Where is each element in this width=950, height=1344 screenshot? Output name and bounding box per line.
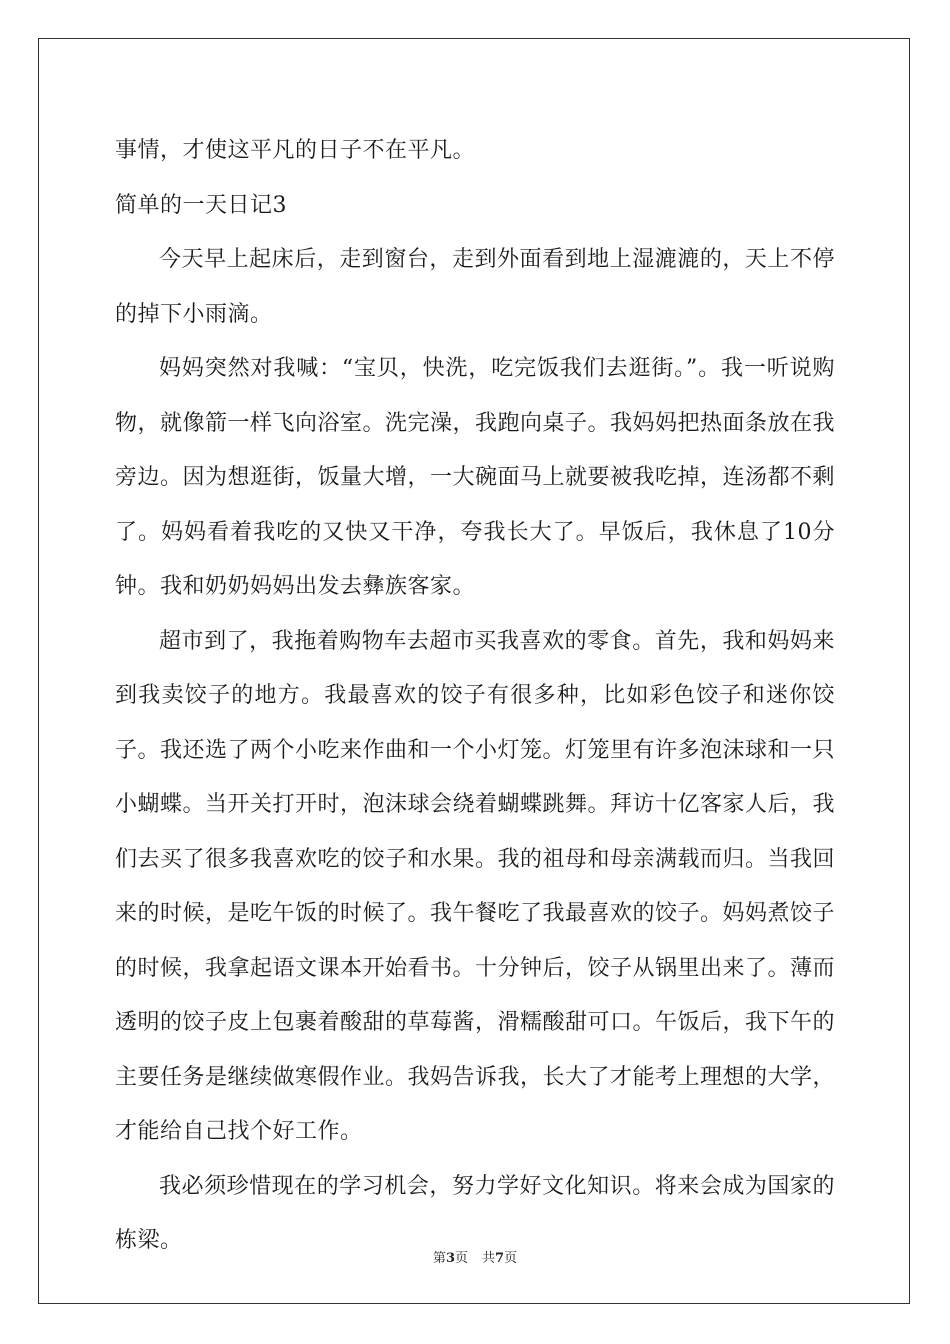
- page-total: 共7页: [482, 1251, 518, 1266]
- total-pages: 7: [495, 1251, 505, 1266]
- paragraph-2: 妈妈突然对我喊：“宝贝，快洗，吃完饭我们去逛街。”。我一听说购物，就像箭一样飞向浴室。洗完澡，我跑向桌子。我妈妈把热面条放在我旁边。因为想逛街，饭量大增，一大碗面马上就要被我吃掉，连汤都不剩了。妈妈看着我吃的又快又干净，夸我长大了。早饭后，我休息了10分钟。我和奶奶妈妈出发去彝族客家。: [115, 356, 836, 599]
- continued-text: 事情，才使这平凡的日子不在平凡。: [115, 138, 476, 163]
- page-footer: [0, 1247, 950, 1266]
- paragraph-1: 今天早上起床后，走到窗台，走到外面看到地上湿漉漉的，天上不停的掉下小雨滴。: [115, 247, 835, 327]
- paragraph-4: 我必须珍惜现在的学习机会，努力学好文化知识。将来会成为国家的栋梁。: [115, 1173, 835, 1253]
- current-page: 3: [445, 1251, 455, 1266]
- document-body: [115, 124, 835, 1269]
- paragraph-3: 超市到了，我拖着购物车去超市买我喜欢的零食。首先，我和妈妈来到我卖饺子的地方。我最喜欢的饺子有很多种，比如彩色饺子和迷你饺子。我还选了两个小吃来作曲和一个小灯笼。灯笼里有许多泡沫球和一只小蝴蝶。当开关打开时，泡沫球会绕着蝴蝶跳舞。拜访十亿客家人后，我们去买了很多我喜欢吃的饺子和水果。我的祖母和母亲满载而归。当我回来的时候，是吃午饭的时候了。我午餐吃了我最喜欢的饺子。妈妈煮饺子的时候，我拿起语文课本开始看书。十分钟后，饺子从锅里出来了。薄而透明的饺子皮上包裹着酸甜的草莓酱，滑糯酸甜可口。午饭后，我下午的主要任务是继续做寒假作业。我妈告诉我，长大了才能考上理想的大学，才能给自己找个好工作。: [115, 628, 836, 1144]
- page-number: 第3页: [432, 1251, 468, 1266]
- diary-title: 简单的一天日记3: [115, 192, 287, 218]
